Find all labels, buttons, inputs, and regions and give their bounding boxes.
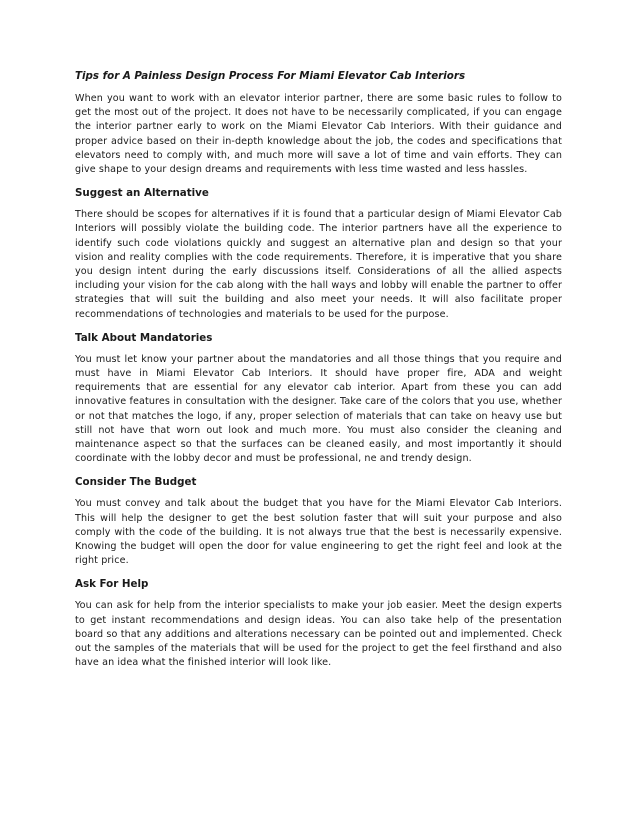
section-heading-budget: Consider The Budget (75, 476, 197, 489)
section-heading-ask-for-help: Ask For Help (75, 578, 149, 591)
section-heading-mandatories: Talk About Mandatories (75, 331, 213, 344)
document-title: Tips for A Painless Design Process For Miami Elevator Cab Interiors (75, 70, 466, 82)
section-heading-suggest-alternative: Suggest an Alternative (75, 187, 209, 200)
section-body-mandatories: You must let know your partner about the mandatories and all those things that you require and must have in Miami Elevator Cab Interiors. It should have proper fire, ADA and weight requirements that are essential for any elevator cab interior. Apart from these you can add innovative features in consultation with the designer. Take care of the colors that you use, whether or not that matches the logo, if any, proper selection of materials that can take on heavy use but still not have that worn out look and much more. You must also consider the cleaning and maintenance aspect so that the surfaces can be cleaned easily, and most importantly it should coordinate with the lobby decor and must be professional, ne and trendy design. (75, 353, 562, 465)
section-body-budget: You must convey and talk about the budget that you have for the Miami Elevator Cab Interiors. This will help the designer to get the best solution faster that will suit your purpose and also comply with the code of the building. It is not always true that the best is necessarily expensive. Knowing the budget will open the door for value engineering to get the right feel and look at the right price. (75, 498, 562, 567)
section-body-suggest-alternative: There should be scopes for alternatives if it is found that a particular design of Miami Elevator Cab Interiors will possibly violate the building code. The interior partners have all the experience to identify such code violations quickly and suggest an alternative plan and design so that your vision and reality complies with the code requirements. Therefore, it is imperative that you share you design intent during the early discussions itself. Considerations of all the allied aspects including your vision for the cab along with the hall ways and lobby will enable the partner to offer strategies that will suit the building and also meet your needs. It will also facilitate proper recommendations of technologies and materials to be used for the purpose. (75, 209, 562, 320)
section-body-ask-for-help: You can ask for help from the interior specialists to make your job easier. Meet the design experts to get instant recommendations and design ideas. You can also take help of the presentation board so that any additions and alterations necessary can be pointed out and implemented. Check out the samples of the materials that will be used for the project to get the feel firsthand and also have an idea what the finished interior will look like. (75, 600, 562, 669)
intro-paragraph: When you want to work with an elevator interior partner, there are some basic rules to follow to get the most out of the project. It does not have to be necessarily complicated, if you can engage the interior partner early to work on the Miami Elevator Cab Interiors. With their guidance and proper advice based on their in-depth knowledge about the job, the codes and specifications that elevators need to comply with, and much more will save a lot of time and vain efforts. They can give shape to your design dreams and requirements with less time wasted and less hassles. (75, 93, 562, 176)
